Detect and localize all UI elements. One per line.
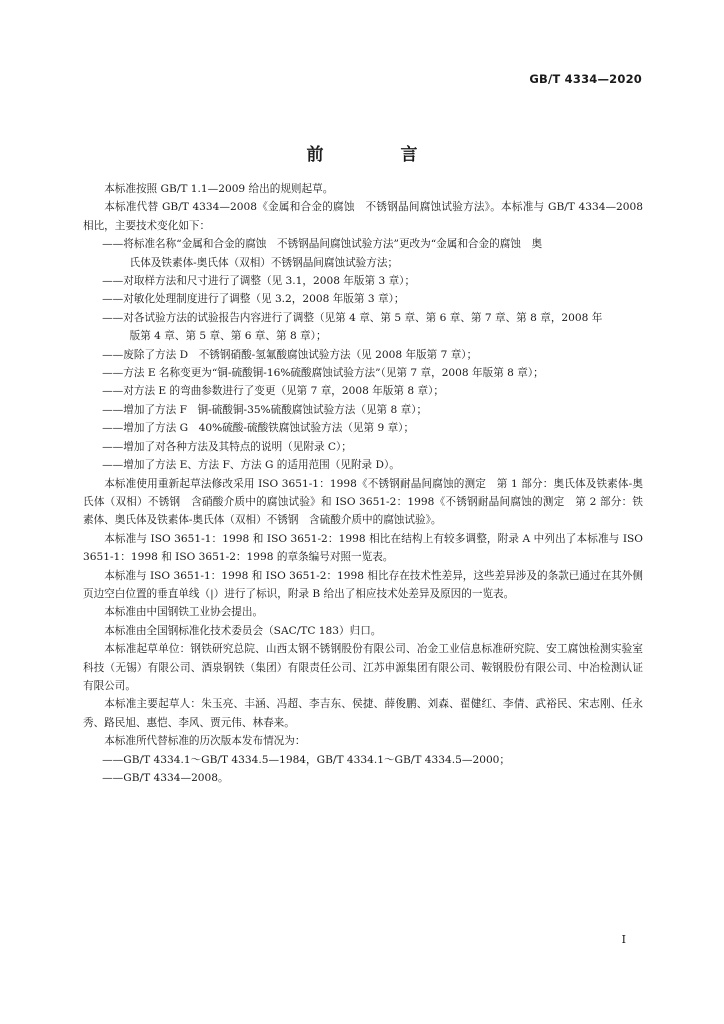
list-item-continuation: 氏体及铁素体-奥氏体（双相）不锈钢晶间腐蚀试验方法； [129, 256, 399, 269]
paragraph: 本标准代替 GB/T 4334—2008《金属和合金的腐蚀 不锈钢晶间腐蚀试验方法》。本标准与 GB/T 4334—2008 相比，主要技术变化如下： [83, 201, 643, 232]
paragraph: 本标准由全国钢标准化技术委员会（SAC/TC 183）归口。 [104, 624, 382, 637]
page-number: I [621, 933, 626, 946]
history-list [83, 751, 643, 788]
list-item: ——对敏化处理制度进行了调整（见 3.2，2008 年版第 3 章）； [102, 293, 405, 306]
list-item: ——增加了方法 G 40%硫酸-硫酸铁腐蚀试验方法（见第 9 章）； [102, 422, 415, 435]
list-item: ——对方法 E 的弯曲参数进行了变更（见第 7 章，2008 年版第 8 章）； [102, 385, 444, 398]
paragraph: 本标准使用重新起草法修改采用 ISO 3651-1：1998《不锈钢耐晶间腐蚀的测定 第 1 部分：奥氏体及铁素体-奥氏体（双相）不锈钢 含硝酸介质中的腐蚀试验》和 ISO 3651-2：1998《不锈钢耐晶间腐蚀的测定 第 2 部分：铁素体、奥氏体及铁素体-奥氏体（双相）不锈钢 含硫酸介质中的腐蚀试验》。 [83, 477, 643, 527]
paragraph: 本标准所代替标准的历次版本发布情况为： [104, 735, 306, 748]
list-item: ——对各试验方法的试验报告内容进行了调整（见第 4 章、第 5 章、第 6 章、第 7 章、第 8 章，2008 年 [102, 311, 603, 324]
paragraph: 本标准与 ISO 3651-1：1998 和 ISO 3651-2：1998 相比存在技术性差异，这些差异涉及的条款已通过在其外侧页边空白位置的垂直单线（|）进行了标识，附录 B 给出了相应技术处差异及原因的一览表。 [83, 569, 643, 600]
paragraph: 本标准由中国钢铁工业协会提出。 [104, 606, 264, 619]
list-item: ——将标准名称“金属和合金的腐蚀 不锈钢晶间腐蚀试验方法”更改为“金属和合金的腐蚀 奥 [102, 238, 543, 251]
list-item: ——增加了方法 F 铜-硫酸铜-35%硫酸腐蚀试验方法（见第 8 章）； [102, 403, 428, 416]
paragraph: 本标准按照 GB/T 1.1—2009 给出的规则起草。 [104, 183, 334, 195]
list-item: ——方法 E 名称变更为“铜-硫酸铜-16%硫酸腐蚀试验方法”（见第 7 章，2008 年版第 8 章）； [102, 367, 544, 380]
list-item-continuation: 版第 4 章、第 5 章、第 6 章、第 8 章）； [129, 330, 327, 343]
list-item: ——废除了方法 D 不锈钢硝酸-氢氟酸腐蚀试验方法（见 2008 年版第 7 章）； [102, 348, 478, 361]
paragraph: 本标准起草单位：钢铁研究总院、山西太钢不锈钢股份有限公司、冶金工业信息标准研究院、安工腐蚀检测实验室科技（无锡）有限公司、酒泉钢铁（集团）有限责任公司、江苏申源集团有限公司、鞍钢股份有限公司、中冶检测认证有限公司。 [83, 643, 643, 692]
paragraph: 本标准与 ISO 3651-1：1998 和 ISO 3651-2：1998 相比在结构上有较多调整，附录 A 中列出了本标准与 ISO 3651-1：1998 和 ISO 3651-2：1998 的章条编号对照一览表。 [83, 532, 643, 564]
list-item: ——增加了对各种方法及其特点的说明（见附录 C）； [102, 440, 352, 453]
standard-code: GB/T 4334—2020 [529, 72, 642, 86]
page-title: 前 言 [306, 145, 448, 165]
list-item: ——对取样方法和尺寸进行了调整（见 3.1，2008 年版第 3 章）； [102, 275, 416, 288]
foreword-body [83, 180, 643, 787]
changes-list [83, 235, 643, 474]
list-item: ——GB/T 4334.1～GB/T 4334.5—1984，GB/T 4334.1～GB/T 4334.5—2000； [102, 753, 511, 766]
list-item: ——GB/T 4334—2008。 [102, 772, 229, 784]
list-item: ——增加了方法 E、方法 F、方法 G 的适用范围（见附录 D）。 [102, 459, 400, 472]
paragraph: 本标准主要起草人：朱玉亮、丰涵、冯超、李吉东、侯捷、薛俊鹏、刘森、翟健红、李倩、武裕民、宋志刚、任永秀、路民旭、惠恺、李风、贾元伟、林春来。 [83, 698, 643, 729]
